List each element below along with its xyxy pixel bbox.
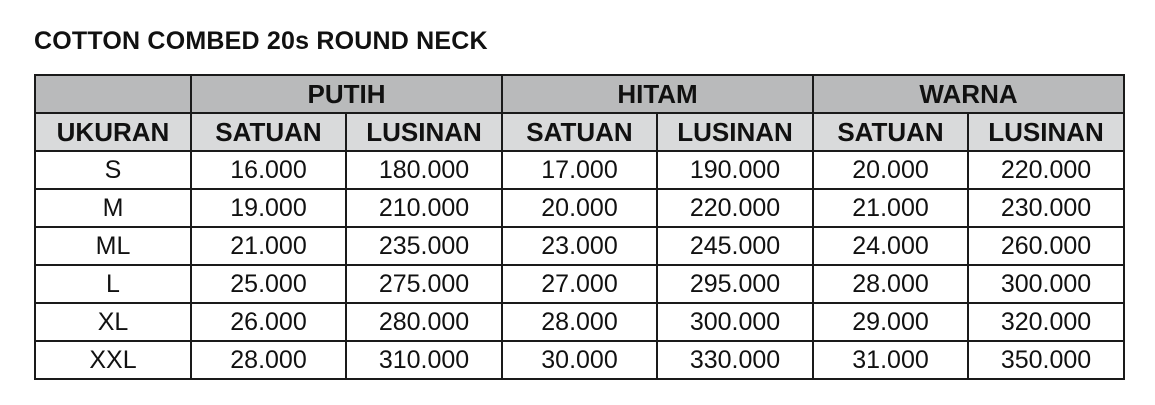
price-cell: 320.000 <box>968 303 1124 341</box>
group-header-row <box>35 75 1124 113</box>
price-cell: 190.000 <box>657 151 813 189</box>
page-title: COTTON COMBED 20s ROUND NECK <box>34 27 488 55</box>
group-header-warna: WARNA <box>813 75 1124 113</box>
price-cell: 21.000 <box>191 227 346 265</box>
price-cell: 21.000 <box>813 189 968 227</box>
table-row <box>35 227 1124 265</box>
sub-header-row <box>35 113 1124 151</box>
group-header-hitam: HITAM <box>502 75 813 113</box>
size-cell: L <box>35 265 191 303</box>
price-cell: 17.000 <box>502 151 657 189</box>
price-cell: 28.000 <box>813 265 968 303</box>
satuan-header: SATUAN <box>191 113 346 151</box>
table-row <box>35 341 1124 379</box>
price-cell: 280.000 <box>346 303 502 341</box>
price-cell: 300.000 <box>968 265 1124 303</box>
price-cell: 25.000 <box>191 265 346 303</box>
price-cell: 29.000 <box>813 303 968 341</box>
price-cell: 300.000 <box>657 303 813 341</box>
price-cell: 350.000 <box>968 341 1124 379</box>
size-cell: XL <box>35 303 191 341</box>
price-cell: 28.000 <box>191 341 346 379</box>
price-cell: 220.000 <box>968 151 1124 189</box>
size-cell: S <box>35 151 191 189</box>
price-cell: 180.000 <box>346 151 502 189</box>
lusinan-header: LUSINAN <box>968 113 1124 151</box>
price-cell: 26.000 <box>191 303 346 341</box>
price-cell: 230.000 <box>968 189 1124 227</box>
price-cell: 20.000 <box>813 151 968 189</box>
price-cell: 30.000 <box>502 341 657 379</box>
price-cell: 245.000 <box>657 227 813 265</box>
price-cell: 295.000 <box>657 265 813 303</box>
price-cell: 19.000 <box>191 189 346 227</box>
price-cell: 275.000 <box>346 265 502 303</box>
price-cell: 27.000 <box>502 265 657 303</box>
price-cell: 23.000 <box>502 227 657 265</box>
price-cell: 330.000 <box>657 341 813 379</box>
empty-corner-cell <box>35 75 191 113</box>
table-row <box>35 189 1124 227</box>
size-cell: XXL <box>35 341 191 379</box>
table-row <box>35 151 1124 189</box>
size-cell: M <box>35 189 191 227</box>
table-row <box>35 303 1124 341</box>
price-cell: 260.000 <box>968 227 1124 265</box>
price-cell: 220.000 <box>657 189 813 227</box>
group-header-putih: PUTIH <box>191 75 502 113</box>
lusinan-header: LUSINAN <box>657 113 813 151</box>
table-row <box>35 265 1124 303</box>
price-cell: 16.000 <box>191 151 346 189</box>
price-cell: 210.000 <box>346 189 502 227</box>
size-column-header: UKURAN <box>35 113 191 151</box>
price-table <box>34 74 1125 380</box>
price-cell: 24.000 <box>813 227 968 265</box>
satuan-header: SATUAN <box>502 113 657 151</box>
price-cell: 235.000 <box>346 227 502 265</box>
satuan-header: SATUAN <box>813 113 968 151</box>
price-cell: 20.000 <box>502 189 657 227</box>
price-cell: 28.000 <box>502 303 657 341</box>
size-cell: ML <box>35 227 191 265</box>
price-cell: 310.000 <box>346 341 502 379</box>
lusinan-header: LUSINAN <box>346 113 502 151</box>
price-cell: 31.000 <box>813 341 968 379</box>
